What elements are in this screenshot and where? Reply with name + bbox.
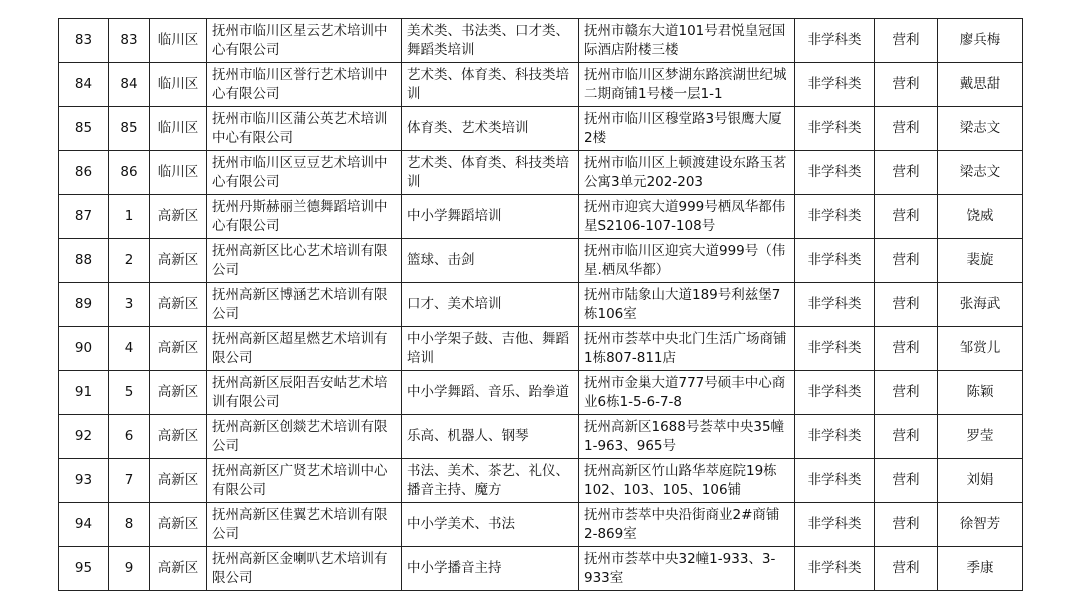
- category-cell: 非学科类: [795, 239, 875, 283]
- address-cell: 抚州市临川区穆堂路3号银鹰大厦2楼: [579, 107, 795, 151]
- district-cell: 临川区: [150, 107, 207, 151]
- legal-person-cell: 季康: [938, 547, 1023, 591]
- institution-name-cell: 抚州丹斯赫丽兰德舞蹈培训中心有限公司: [207, 195, 402, 239]
- legal-person-cell: 罗莹: [938, 415, 1023, 459]
- table-row: [59, 239, 1023, 283]
- sub-number-cell: 4: [109, 327, 150, 371]
- row-number-cell: 84: [59, 63, 109, 107]
- district-cell: 高新区: [150, 327, 207, 371]
- address-cell: 抚州市荟萃中央沿街商业2#商铺2-869室: [579, 503, 795, 547]
- row-number-cell: 86: [59, 151, 109, 195]
- address-cell: 抚州市陆象山大道189号利兹堡7栋106室: [579, 283, 795, 327]
- district-cell: 高新区: [150, 371, 207, 415]
- legal-person-cell: 邹赏儿: [938, 327, 1023, 371]
- district-cell: 高新区: [150, 547, 207, 591]
- training-scope-cell: 口才、美术培训: [402, 283, 579, 327]
- sub-number-cell: 9: [109, 547, 150, 591]
- training-scope-cell: 中小学架子鼓、吉他、舞蹈培训: [402, 327, 579, 371]
- nature-cell: 营利: [875, 63, 938, 107]
- district-cell: 高新区: [150, 415, 207, 459]
- institution-name-cell: 抚州高新区比心艺术培训有限公司: [207, 239, 402, 283]
- legal-person-cell: 徐智芳: [938, 503, 1023, 547]
- legal-person-cell: 梁志文: [938, 151, 1023, 195]
- nature-cell: 营利: [875, 547, 938, 591]
- row-number-cell: 89: [59, 283, 109, 327]
- institution-name-cell: 抚州高新区辰阳吾安岵艺术培训有限公司: [207, 371, 402, 415]
- institution-table: [58, 18, 1023, 591]
- address-cell: 抚州市临川区迎宾大道999号（伟星.栖凤华都）: [579, 239, 795, 283]
- district-cell: 高新区: [150, 459, 207, 503]
- training-scope-cell: 中小学舞蹈、音乐、跆拳道: [402, 371, 579, 415]
- address-cell: 抚州高新区1688号荟萃中央35幢1-963、965号: [579, 415, 795, 459]
- sub-number-cell: 86: [109, 151, 150, 195]
- category-cell: 非学科类: [795, 107, 875, 151]
- training-scope-cell: 篮球、击剑: [402, 239, 579, 283]
- category-cell: 非学科类: [795, 19, 875, 63]
- row-number-cell: 92: [59, 415, 109, 459]
- sub-number-cell: 85: [109, 107, 150, 151]
- table-body: [59, 19, 1023, 591]
- institution-name-cell: 抚州高新区佳翼艺术培训有限公司: [207, 503, 402, 547]
- legal-person-cell: 裴旋: [938, 239, 1023, 283]
- sub-number-cell: 1: [109, 195, 150, 239]
- table-row: [59, 283, 1023, 327]
- row-number-cell: 94: [59, 503, 109, 547]
- nature-cell: 营利: [875, 503, 938, 547]
- category-cell: 非学科类: [795, 459, 875, 503]
- table-row: [59, 151, 1023, 195]
- address-cell: 抚州市荟萃中央北门生活广场商铺1栋807-811店: [579, 327, 795, 371]
- table-row: [59, 547, 1023, 591]
- legal-person-cell: 张海武: [938, 283, 1023, 327]
- training-scope-cell: 艺术类、体育类、科技类培训: [402, 63, 579, 107]
- nature-cell: 营利: [875, 415, 938, 459]
- district-cell: 高新区: [150, 503, 207, 547]
- legal-person-cell: 刘娟: [938, 459, 1023, 503]
- legal-person-cell: 陈颖: [938, 371, 1023, 415]
- address-cell: 抚州市临川区梦湖东路滨湖世纪城二期商铺1号楼一层1-1: [579, 63, 795, 107]
- training-scope-cell: 乐高、机器人、钢琴: [402, 415, 579, 459]
- sub-number-cell: 5: [109, 371, 150, 415]
- address-cell: 抚州市金巢大道777号硕丰中心商业6栋1-5-6-7-8: [579, 371, 795, 415]
- row-number-cell: 91: [59, 371, 109, 415]
- category-cell: 非学科类: [795, 327, 875, 371]
- nature-cell: 营利: [875, 283, 938, 327]
- nature-cell: 营利: [875, 327, 938, 371]
- training-scope-cell: 中小学播音主持: [402, 547, 579, 591]
- sub-number-cell: 8: [109, 503, 150, 547]
- category-cell: 非学科类: [795, 151, 875, 195]
- institution-name-cell: 抚州市临川区星云艺术培训中心有限公司: [207, 19, 402, 63]
- sub-number-cell: 84: [109, 63, 150, 107]
- address-cell: 抚州市赣东大道101号君悦皇冠国际酒店附楼三楼: [579, 19, 795, 63]
- district-cell: 高新区: [150, 239, 207, 283]
- row-number-cell: 87: [59, 195, 109, 239]
- nature-cell: 营利: [875, 459, 938, 503]
- institution-name-cell: 抚州高新区创燚艺术培训有限公司: [207, 415, 402, 459]
- training-scope-cell: 书法、美术、茶艺、礼仪、播音主持、魔方: [402, 459, 579, 503]
- nature-cell: 营利: [875, 371, 938, 415]
- district-cell: 临川区: [150, 63, 207, 107]
- district-cell: 高新区: [150, 283, 207, 327]
- sub-number-cell: 7: [109, 459, 150, 503]
- row-number-cell: 93: [59, 459, 109, 503]
- category-cell: 非学科类: [795, 547, 875, 591]
- nature-cell: 营利: [875, 151, 938, 195]
- legal-person-cell: 饶威: [938, 195, 1023, 239]
- address-cell: 抚州市迎宾大道999号栖凤华都伟星S2106-107-108号: [579, 195, 795, 239]
- sub-number-cell: 3: [109, 283, 150, 327]
- row-number-cell: 85: [59, 107, 109, 151]
- nature-cell: 营利: [875, 19, 938, 63]
- row-number-cell: 95: [59, 547, 109, 591]
- sub-number-cell: 6: [109, 415, 150, 459]
- row-number-cell: 90: [59, 327, 109, 371]
- address-cell: 抚州市临川区上顿渡建设东路玉茗公寓3单元202-203: [579, 151, 795, 195]
- district-cell: 高新区: [150, 195, 207, 239]
- institution-name-cell: 抚州高新区金喇叭艺术培训有限公司: [207, 547, 402, 591]
- institution-name-cell: 抚州高新区广贤艺术培训中心有限公司: [207, 459, 402, 503]
- category-cell: 非学科类: [795, 195, 875, 239]
- table-row: [59, 63, 1023, 107]
- address-cell: 抚州市荟萃中央32幢1-933、3-933室: [579, 547, 795, 591]
- institution-name-cell: 抚州市临川区蒲公英艺术培训中心有限公司: [207, 107, 402, 151]
- legal-person-cell: 戴思甜: [938, 63, 1023, 107]
- table-row: [59, 107, 1023, 151]
- district-cell: 临川区: [150, 151, 207, 195]
- training-scope-cell: 中小学舞蹈培训: [402, 195, 579, 239]
- category-cell: 非学科类: [795, 415, 875, 459]
- training-scope-cell: 美术类、书法类、口才类、舞蹈类培训: [402, 19, 579, 63]
- training-scope-cell: 中小学美术、书法: [402, 503, 579, 547]
- table-row: [59, 371, 1023, 415]
- institution-name-cell: 抚州高新区博涵艺术培训有限公司: [207, 283, 402, 327]
- institution-name-cell: 抚州市临川区豆豆艺术培训中心有限公司: [207, 151, 402, 195]
- legal-person-cell: 廖兵梅: [938, 19, 1023, 63]
- table-row: [59, 327, 1023, 371]
- district-cell: 临川区: [150, 19, 207, 63]
- table-row: [59, 459, 1023, 503]
- training-scope-cell: 艺术类、体育类、科技类培训: [402, 151, 579, 195]
- address-cell: 抚州高新区竹山路华萃庭院19栋102、103、105、106铺: [579, 459, 795, 503]
- legal-person-cell: 梁志文: [938, 107, 1023, 151]
- table-row: [59, 415, 1023, 459]
- nature-cell: 营利: [875, 239, 938, 283]
- row-number-cell: 88: [59, 239, 109, 283]
- category-cell: 非学科类: [795, 63, 875, 107]
- row-number-cell: 83: [59, 19, 109, 63]
- category-cell: 非学科类: [795, 503, 875, 547]
- institution-name-cell: 抚州市临川区誉行艺术培训中心有限公司: [207, 63, 402, 107]
- sub-number-cell: 2: [109, 239, 150, 283]
- nature-cell: 营利: [875, 195, 938, 239]
- table-row: [59, 503, 1023, 547]
- training-scope-cell: 体育类、艺术类培训: [402, 107, 579, 151]
- institution-name-cell: 抚州高新区超星燃艺术培训有限公司: [207, 327, 402, 371]
- sub-number-cell: 83: [109, 19, 150, 63]
- nature-cell: 营利: [875, 107, 938, 151]
- category-cell: 非学科类: [795, 371, 875, 415]
- table-row: [59, 195, 1023, 239]
- table-row: [59, 19, 1023, 63]
- category-cell: 非学科类: [795, 283, 875, 327]
